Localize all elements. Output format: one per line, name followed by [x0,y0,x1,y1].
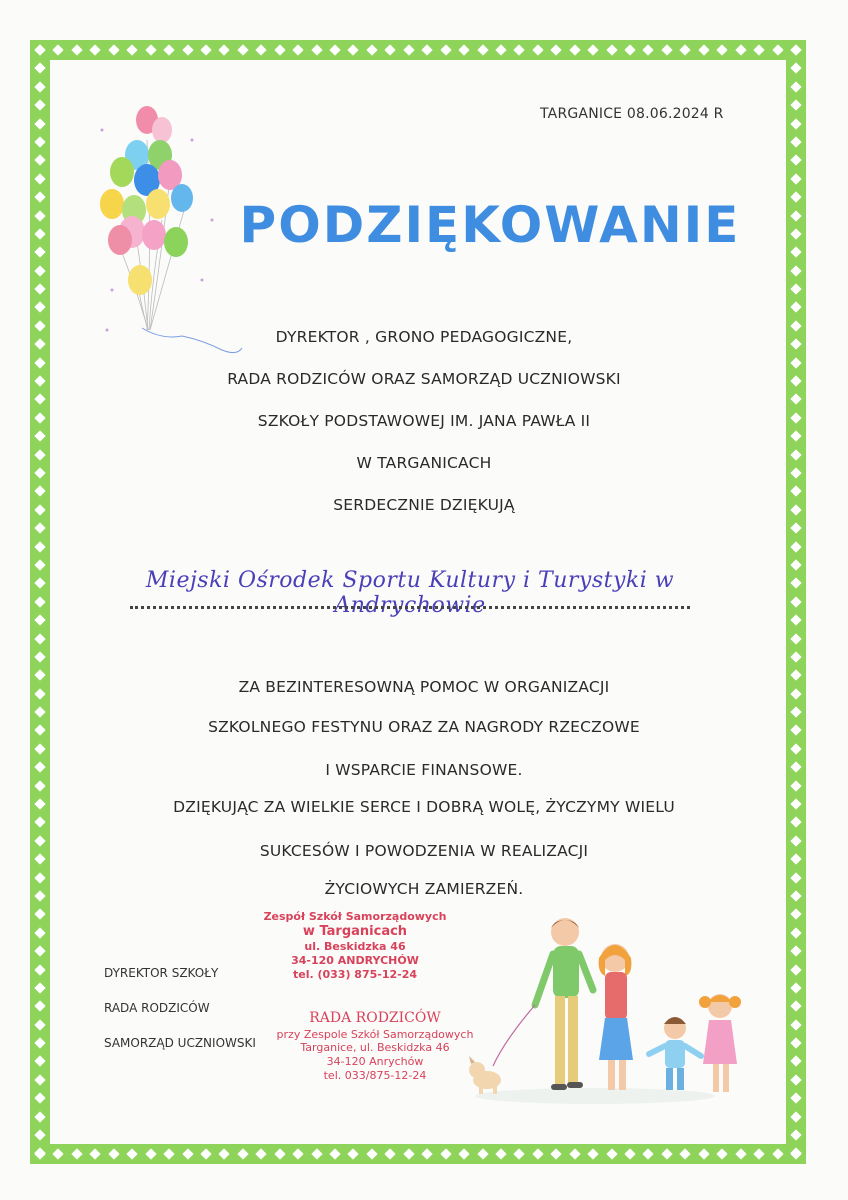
border-diamond [34,1129,45,1140]
border-diamond [292,44,303,55]
border-diamond [790,1037,801,1048]
border-diamond [790,100,801,111]
signature-parents-council: RADA RODZICÓW [104,1001,210,1015]
border-diamond [790,486,801,497]
intro-line-4: W TARGANICACH [356,454,492,472]
border-diamond [200,1148,211,1159]
border-diamond [790,522,801,533]
border-diamond [698,44,709,55]
border-diamond [643,44,654,55]
border-diamond [790,945,801,956]
border-diamond [34,283,45,294]
border-diamond [790,559,801,570]
border-diamond [163,44,174,55]
border-diamond [606,44,617,55]
border-diamond [34,633,45,644]
border-diamond [182,1148,193,1159]
signature-director: DYREKTOR SZKOŁY [104,966,219,980]
border-diamond [366,44,377,55]
border-diamond [71,1148,82,1159]
border-diamond [661,44,672,55]
border-diamond [790,725,801,736]
border-diamond [790,173,801,184]
border-diamond-row [36,40,800,60]
border-diamond [34,1148,45,1159]
border-diamond [624,44,635,55]
border-diamond [34,1111,45,1122]
parents-stamp-line-2: przy Zespole Szkół Samorządowych [276,1027,474,1041]
border-diamond [569,44,580,55]
border-diamond [790,578,801,589]
border-diamond [34,872,45,883]
border-diamond [34,835,45,846]
border-diamond [790,504,801,515]
border-diamond [34,817,45,828]
border-diamond [735,44,746,55]
parents-stamp-line-3: Targanice, ul. Beskidzka 46 [300,1041,450,1055]
border-diamond [34,1074,45,1085]
border-diamond [311,1148,322,1159]
border-diamond [34,339,45,350]
border-diamond [34,136,45,147]
border-diamond [772,44,783,55]
border-diamond [127,44,138,55]
border-diamond [772,1148,783,1159]
border-diamond [34,486,45,497]
border-diamond [34,725,45,736]
border-diamond [790,872,801,883]
border-diamond [790,228,801,239]
border-diamond [790,265,801,276]
border-diamond [790,449,801,460]
border-diamond [71,44,82,55]
border-diamond [34,44,45,55]
border-diamond [34,357,45,368]
border-diamond-row [36,1144,800,1164]
border-diamond [587,44,598,55]
border-diamond [790,44,801,55]
border-diamond [790,1129,801,1140]
border-diamond [790,633,801,644]
border-diamond [34,155,45,166]
border-diamond [698,1148,709,1159]
border-diamond [790,1019,801,1030]
border-diamond [569,1148,580,1159]
border-diamond [790,670,801,681]
border-diamond [34,449,45,460]
border-diamond [34,173,45,184]
border-diamond [34,614,45,625]
signature-student-council: SAMORZĄD UCZNIOWSKI [104,1036,256,1050]
border-diamond [200,44,211,55]
parents-stamp-line-1: RADA RODZICÓW [309,1010,441,1026]
body-line-1: ZA BEZINTERESOWNĄ POMOC W ORGANIZACJI [238,678,610,696]
border-diamond [366,1148,377,1159]
border-diamond [458,1148,469,1159]
border-diamond [34,762,45,773]
school-stamp-line-1: Zespół Szkół Samorządowych [263,910,447,923]
border-diamond [790,890,801,901]
border-diamond [790,412,801,423]
border-diamond [145,44,156,55]
border-diamond [477,44,488,55]
border-diamond [551,1148,562,1159]
body-line-5: SUKCESÓW I POWODZENIA W REALIZACJI [259,842,589,860]
border-diamond [145,1148,156,1159]
border-diamond [790,118,801,129]
border-diamond [440,1148,451,1159]
border-diamond [790,541,801,552]
border-diamond [385,44,396,55]
border-diamond [624,1148,635,1159]
border-diamond [34,412,45,423]
border-diamond [606,1148,617,1159]
border-diamond [34,541,45,552]
border-diamond [790,136,801,147]
border-diamond [790,835,801,846]
border-diamond [790,63,801,74]
school-stamp-line-5: tel. (033) 875-12-24 [292,967,418,981]
border-diamond [790,596,801,607]
border-diamond [34,780,45,791]
border-diamond [790,651,801,662]
border-diamond [34,854,45,865]
border-diamond [495,44,506,55]
border-diamond [790,614,801,625]
border-diamond [34,191,45,202]
border-diamond [587,1148,598,1159]
border-diamond [237,44,248,55]
border-diamond [292,1148,303,1159]
border-diamond [219,1148,230,1159]
family-with-dog-illustration [465,910,765,1110]
border-diamond [34,964,45,975]
border-diamond [790,1056,801,1067]
border-diamond [790,817,801,828]
date-line: TARGANICE 08.06.2024 R [540,106,724,122]
border-diamond [458,44,469,55]
school-stamp [255,910,455,981]
border-diamond [90,44,101,55]
border-diamond [329,1148,340,1159]
border-diamond [34,118,45,129]
border-diamond [53,1148,64,1159]
border-diamond [34,63,45,74]
border-diamond [643,1148,654,1159]
border-diamond [34,320,45,331]
handwritten-recipient: Miejski Ośrodek Sportu Kultury i Turystyki w Andrychowie [145,568,675,618]
border-diamond [34,982,45,993]
border-diamond [790,706,801,717]
border-diamond [34,927,45,938]
border-diamond [163,1148,174,1159]
border-diamond [34,375,45,386]
border-diamond [790,798,801,809]
border-diamond [680,44,691,55]
border-diamond [219,44,230,55]
border-diamond [532,1148,543,1159]
border-diamond [348,1148,359,1159]
border-diamond [735,1148,746,1159]
body-line-6: ŻYCIOWYCH ZAMIERZEŃ. [324,880,524,898]
border-diamond [256,1148,267,1159]
school-stamp-line-2: w Targanicach [302,923,408,939]
border-diamond [34,559,45,570]
border-diamond-row [786,46,806,1158]
border-diamond [790,854,801,865]
border-diamond [790,283,801,294]
border-diamond [422,44,433,55]
border-diamond [34,596,45,607]
border-diamond [34,706,45,717]
border-diamond [661,1148,672,1159]
border-diamond [790,1093,801,1104]
border-diamond [790,1148,801,1159]
border-diamond [311,44,322,55]
body-line-2: SZKOLNEGO FESTYNU ORAZ ZA NAGRODY RZECZOWE [208,718,640,736]
border-diamond [790,982,801,993]
border-diamond [514,1148,525,1159]
border-diamond [34,688,45,699]
border-diamond [348,44,359,55]
school-stamp-line-4: 34-120 ANDRYCHÓW [291,953,419,967]
border-diamond [440,44,451,55]
border-diamond [790,320,801,331]
border-diamond [790,964,801,975]
border-diamond [53,44,64,55]
border-diamond [514,44,525,55]
border-diamond [753,44,764,55]
parents-stamp-line-4: 34-120 Anrychów [326,1055,424,1068]
border-diamond [790,909,801,920]
border-diamond [551,44,562,55]
border-diamond [34,265,45,276]
border-diamond [790,339,801,350]
border-diamond [34,1001,45,1012]
border-diamond [495,1148,506,1159]
parents-stamp-line-5: tel. 033/875-12-24 [323,1068,427,1082]
border-diamond [90,1148,101,1159]
border-diamond [127,1148,138,1159]
border-diamond [274,44,285,55]
school-stamp-line-3: ul. Beskidzka 46 [304,940,406,953]
body-line-4: DZIĘKUJĄC ZA WIELKIE SERCE I DOBRĄ WOLĘ, ŻYCZYMY WIELU [173,798,675,816]
border-diamond [790,1074,801,1085]
border-diamond [34,81,45,92]
border-diamond [790,302,801,313]
border-diamond [108,1148,119,1159]
border-diamond [790,375,801,386]
border-diamond [790,467,801,478]
border-diamond [34,394,45,405]
border-diamond [790,743,801,754]
border-diamond [717,1148,728,1159]
border-diamond [34,210,45,221]
border-diamond [790,210,801,221]
border-diamond [34,945,45,956]
border-diamond [34,302,45,313]
border-diamond [790,357,801,368]
intro-line-5: SERDECZNIE DZIĘKUJĄ [333,496,515,514]
border-diamond-row [30,46,50,1158]
border-diamond [34,651,45,662]
border-diamond [34,798,45,809]
intro-line-1: DYREKTOR , GRONO PEDAGOGICZNE, [275,328,573,346]
border-diamond [237,1148,248,1159]
border-diamond [422,1148,433,1159]
border-diamond [34,504,45,515]
border-diamond [790,780,801,791]
border-diamond [34,228,45,239]
border-diamond [34,247,45,258]
border-diamond [790,762,801,773]
border-diamond [34,431,45,442]
border-diamond [34,522,45,533]
border-diamond [34,578,45,589]
border-diamond [477,1148,488,1159]
border-diamond [34,1019,45,1030]
border-diamond [34,670,45,681]
border-diamond [34,100,45,111]
body-line-3: I WSPARCIE FINANSOWE. [325,761,523,779]
border-diamond [790,927,801,938]
intro-line-2: RADA RODZICÓW ORAZ SAMORZĄD UCZNIOWSKI [227,370,621,388]
border-diamond [34,1056,45,1067]
border-diamond [717,44,728,55]
border-diamond [329,44,340,55]
border-diamond [790,1001,801,1012]
border-diamond [790,394,801,405]
border-diamond [790,688,801,699]
border-diamond [790,191,801,202]
border-diamond [790,431,801,442]
border-diamond [790,1111,801,1122]
border-diamond [34,467,45,478]
border-diamond [532,44,543,55]
border-diamond [34,1037,45,1048]
border-diamond [790,81,801,92]
page-title: PODZIĘKOWANIE [239,196,741,254]
border-diamond [385,1148,396,1159]
border-diamond [34,743,45,754]
border-diamond [108,44,119,55]
border-diamond [34,909,45,920]
border-diamond [753,1148,764,1159]
border-diamond [790,247,801,258]
border-diamond [403,1148,414,1159]
border-diamond [182,44,193,55]
intro-line-3: SZKOŁY PODSTAWOWEJ IM. JANA PAWŁA II [257,412,591,430]
border-diamond [790,155,801,166]
border-diamond [403,44,414,55]
recipient-dotted-line [130,606,690,609]
border-diamond [256,44,267,55]
border-diamond [34,890,45,901]
border-diamond [274,1148,285,1159]
border-diamond [34,1093,45,1104]
border-diamond [680,1148,691,1159]
parents-council-stamp [275,1010,475,1083]
